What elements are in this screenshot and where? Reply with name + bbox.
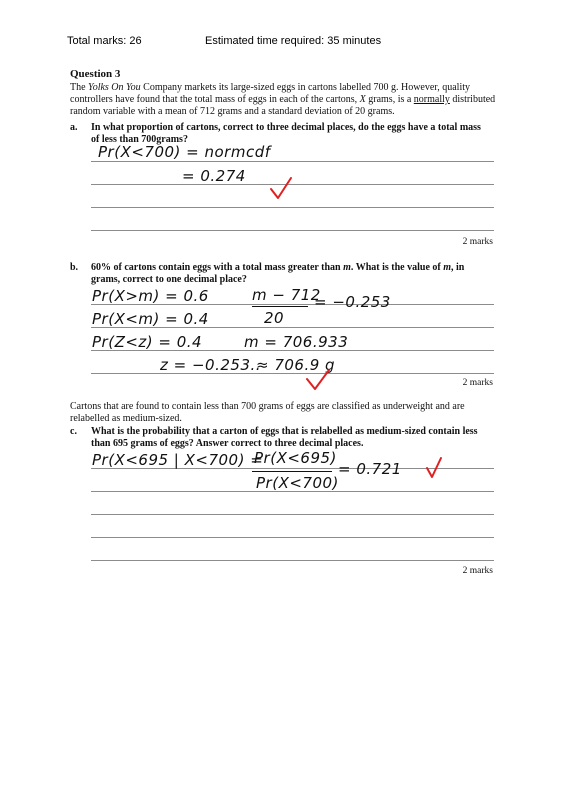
answer-line [91,560,494,561]
answer-line [91,161,494,162]
question-title: Question 3 [70,68,121,80]
part-a-marks: 2 marks [462,237,493,247]
handwritten-answer-a-line1: Pr(X<700) = normcdf [98,143,271,161]
handwritten-fraction-denominator: 20 [264,309,285,327]
handwritten-answer-b-line3: Pr(Z<z) = 0.4 [92,333,203,351]
handwritten-answer-a-line2: = 0.274 [182,167,246,185]
part-b-question: 60% of cartons contain eggs with a total mass greater than m. What is the value of m, in grams, correct to one decimal place? [91,262,465,285]
part-c-question: What is the probability that a carton of eggs that is relabelled as medium-sized contain less than 695 grams of eggs? Answer correct to three decimal places. [91,426,478,449]
handwritten-answer-b-line4: z = −0.253.. [160,356,262,374]
part-b-marks: 2 marks [462,378,493,388]
handwritten-answer-b-line2: Pr(X<m) = 0.4 [92,310,209,328]
part-b-letter: b. [70,262,79,273]
total-marks: Total marks: 26 [67,35,142,47]
handwritten-fraction-numerator: m − 712 [252,286,321,304]
part-a-question: In what proportion of cartons, correct to three decimal places, do the eggs have a total mass of less than 700grams? [91,122,481,145]
check-mark-icon [304,368,332,392]
handwritten-conditional-expression: Pr(X<695 | X<700) = [92,451,264,469]
check-mark-icon [424,456,444,480]
question-intro: The Yolks On You Company markets its large-sized eggs in cartons labelled 700 g. However, quality controllers have found that the total mass of eggs in each of the cartons, X grams, is a normally distributed random variable with a mean of 712 grams and a standard deviation of 20 grams. [70,82,496,117]
answer-line [91,514,494,515]
handwritten-m-rounded: ≈ 706.9 g [256,356,336,374]
handwritten-m-value: m = 706.933 [244,333,349,351]
handwritten-conditional-denominator: Pr(X<700) [256,474,339,492]
part-c-marks: 2 marks [462,566,493,576]
context-paragraph: Cartons that are found to contain less than 700 grams of eggs are classified as underweight and are relabelled as medium-sized. [70,401,465,424]
handwritten-conditional-result: = 0.721 [338,460,402,478]
answer-line [91,207,494,208]
time-required: Estimated time required: 35 minutes [205,35,382,47]
answer-line [91,230,494,231]
part-a-letter: a. [70,122,78,133]
handwritten-fraction-result: = −0.253 [314,293,391,311]
handwritten-conditional-numerator: Pr(X<695) [254,449,337,467]
fraction-bar [252,306,308,307]
handwritten-answer-b-line1: Pr(X>m) = 0.6 [92,287,209,305]
fraction-bar [252,471,332,472]
answer-line [91,537,494,538]
part-c-letter: c. [70,426,77,437]
check-mark-icon [268,175,294,201]
